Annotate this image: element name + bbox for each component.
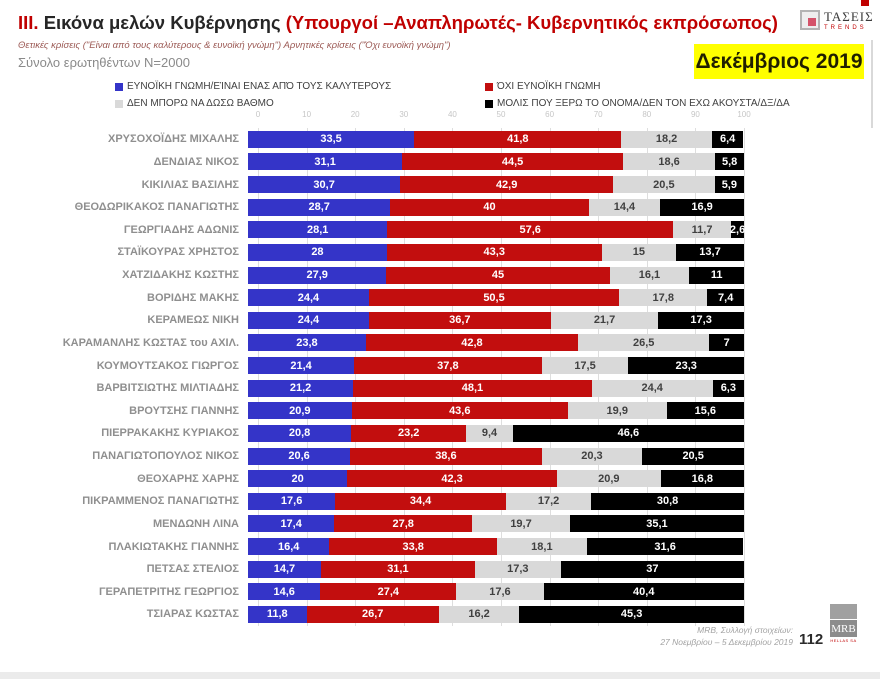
page-number: 112 — [799, 631, 824, 648]
value-label: 16,9 — [691, 201, 713, 214]
value-label: 33,5 — [320, 133, 342, 146]
bar-group — [248, 493, 744, 510]
value-label: 26,5 — [632, 336, 655, 349]
axis-tick-label: 80 — [642, 110, 652, 119]
bar-segment-series-2 — [369, 312, 551, 329]
category-label: ΠΙΕΡΡΑΚΑΚΗΣ ΚΥΡΙΑΚΟΣ — [101, 427, 239, 440]
bar-segment-series-3 — [568, 402, 667, 419]
bar-segment-series-2 — [414, 131, 621, 148]
taseis-logo-icon — [800, 10, 820, 30]
value-label: 30,7 — [313, 178, 335, 191]
bar-segment-series-2 — [402, 153, 623, 170]
value-label: 31,6 — [654, 540, 676, 553]
value-label: 28 — [311, 246, 324, 259]
value-label: 17,4 — [280, 517, 302, 530]
bar-segment-series-3 — [472, 515, 570, 532]
sample-size-note: Σύνολο ερωτηθέντων Ν=2000 — [18, 55, 190, 70]
bar-segment-series-3 — [610, 267, 690, 284]
bar-segment-series-4 — [570, 515, 744, 532]
source-line-2: 27 Νοεμβρίου – 5 Δεκεμβρίου 2019 — [660, 637, 793, 648]
bar-segment-series-2 — [335, 493, 506, 510]
axis-tick-label: 20 — [350, 110, 360, 119]
stacked-bar-chart — [0, 128, 744, 626]
bar-group — [248, 425, 744, 442]
bar-segment-series-2 — [350, 448, 541, 465]
value-label: 35,1 — [646, 517, 668, 530]
bar-segment-series-1 — [248, 267, 386, 284]
chart-row — [0, 377, 744, 400]
value-label: 20,6 — [288, 450, 310, 463]
title-main: Εικόνα μελών Κυβέρνησης — [38, 12, 286, 33]
chart-row — [0, 128, 744, 151]
bar-segment-series-3 — [602, 244, 676, 261]
value-label: 20,8 — [288, 427, 311, 440]
bar-segment-series-2 — [369, 289, 619, 306]
value-label: 19,7 — [510, 517, 532, 530]
value-label: 42,9 — [495, 178, 518, 191]
bar-segment-series-3 — [557, 470, 661, 487]
value-label: 27,8 — [392, 517, 414, 530]
value-label: 14,7 — [273, 563, 296, 576]
chart-row — [0, 422, 744, 445]
legend-label: ΜΟΛΙΣ ΠΟΥ ΞΕΡΩ ΤΟ ΟΝΟΜΑ/ΔΕΝ ΤΟΝ ΕΧΩ ΑΚΟΥΣΤΑ/ΔΞ/ΔΑ — [497, 98, 790, 109]
value-label: 6,4 — [719, 133, 736, 146]
value-label: 17,6 — [489, 585, 511, 598]
category-label: ΣΤΑΪΚΟΥΡΑΣ ΧΡΗΣΤΟΣ — [117, 246, 239, 259]
bar-segment-series-2 — [347, 470, 557, 487]
chart-row — [0, 535, 744, 558]
value-label: 6,3 — [720, 382, 736, 395]
bar-segment-series-2 — [329, 538, 497, 555]
bar-segment-series-1 — [248, 380, 353, 397]
bar-segment-series-3 — [551, 312, 659, 329]
value-label: 27,4 — [377, 585, 400, 598]
x-axis-ticks — [255, 110, 751, 120]
source-line-1: MRB, Συλλογή στοιχείων: — [697, 625, 793, 635]
bar-segment-series-3 — [497, 538, 587, 555]
category-label: ΘΕΟΧΑΡΗΣ ΧΑΡΗΣ — [137, 472, 239, 485]
chart-row — [0, 151, 744, 174]
value-label: 20,5 — [682, 450, 704, 463]
bar-segment-series-2 — [353, 380, 592, 397]
value-label: 17,6 — [280, 495, 303, 508]
bar-segment-series-3 — [621, 131, 711, 148]
mrb-logo — [830, 604, 857, 643]
value-label: 27,9 — [306, 269, 328, 282]
bar-segment-series-3 — [542, 448, 643, 465]
value-label: 24,4 — [297, 291, 320, 304]
chart-row — [0, 241, 744, 264]
bar-segment-series-1 — [248, 493, 335, 510]
value-label: 18,1 — [531, 540, 553, 553]
legend-item — [115, 81, 391, 92]
value-label: 44,5 — [501, 155, 524, 168]
bar-group — [248, 538, 744, 555]
value-label: 16,2 — [468, 608, 490, 621]
value-label: 21,4 — [290, 359, 312, 372]
bar-segment-series-2 — [334, 515, 472, 532]
bar-segment-series-1 — [248, 312, 369, 329]
bar-segment-series-4 — [689, 267, 744, 284]
bar-segment-series-4 — [661, 470, 744, 487]
value-label: 31,1 — [387, 563, 409, 576]
axis-tick-label: 60 — [545, 110, 555, 119]
date-badge: Δεκέμβριος 2019 — [694, 44, 864, 79]
value-label: 26,7 — [362, 608, 384, 621]
value-label: 16,1 — [638, 269, 661, 282]
bar-segment-series-2 — [351, 425, 466, 442]
category-label: ΔΕΝΔΙΑΣ ΝΙΚΟΣ — [153, 155, 239, 168]
value-label: 48,1 — [461, 382, 484, 395]
value-label: 28,7 — [308, 201, 330, 214]
bar-segment-series-1 — [248, 289, 369, 306]
value-label: 31,1 — [314, 155, 336, 168]
bar-group — [248, 583, 744, 600]
category-label: ΜΕΝΔΩΝΗ ΛΙΝΑ — [153, 517, 239, 530]
chart-row — [0, 219, 744, 242]
legend-swatch-icon — [115, 100, 123, 108]
value-label: 40 — [483, 201, 496, 214]
mrb-logo-subtext: HELLAS SA — [830, 638, 857, 643]
value-label: 23,3 — [675, 359, 697, 372]
category-label: ΚΕΡΑΜΕΩΣ ΝΙΚΗ — [147, 314, 239, 327]
bar-segment-series-4 — [513, 425, 744, 442]
category-label: ΠΑΝΑΓΙΩΤΟΠΟΥΛΟΣ ΝΙΚΟΣ — [92, 450, 239, 463]
bar-segment-series-3 — [439, 606, 519, 623]
bottom-strip — [0, 672, 880, 679]
bar-segment-series-3 — [475, 561, 561, 578]
bar-segment-series-3 — [578, 334, 709, 351]
value-label: 11,7 — [691, 223, 713, 236]
value-label: 30,8 — [656, 495, 679, 508]
bar-group — [248, 470, 744, 487]
value-label: 20,3 — [581, 450, 603, 463]
axis-tick-label: 0 — [255, 110, 261, 119]
bar-segment-series-2 — [352, 402, 568, 419]
category-label: ΒΟΡΙΔΗΣ ΜΑΚΗΣ — [147, 291, 239, 304]
axis-tick-label: 100 — [737, 110, 751, 119]
bar-group — [248, 402, 744, 419]
chart-row — [0, 581, 744, 604]
value-label: 20,5 — [653, 178, 675, 191]
bar-segment-series-2 — [321, 561, 475, 578]
bar-segment-series-2 — [400, 176, 613, 193]
value-label: 7 — [723, 336, 730, 349]
category-label: ΤΣΙΑΡΑΣ ΚΩΣΤΑΣ — [146, 608, 239, 621]
category-label: ΓΕΡΑΠΕΤΡΙΤΗΣ ΓΕΩΡΓΙΟΣ — [98, 585, 239, 598]
value-label: 37 — [646, 563, 659, 576]
value-label: 45 — [491, 269, 505, 282]
bar-segment-series-3 — [542, 357, 629, 374]
value-label: 36,7 — [449, 314, 471, 327]
value-label: 57,6 — [519, 223, 541, 236]
value-label: 43,3 — [483, 246, 505, 259]
bar-segment-series-1 — [248, 470, 347, 487]
bar-segment-series-1 — [248, 357, 354, 374]
value-label: 17,3 — [690, 314, 712, 327]
axis-tick-label: 40 — [447, 110, 457, 119]
value-label: 46,6 — [617, 427, 640, 440]
bar-segment-series-4 — [667, 402, 744, 419]
bar-segment-series-1 — [248, 561, 321, 578]
chart-row — [0, 309, 744, 332]
legend-label: ΔΕΝ ΜΠΟΡΩ ΝΑ ΔΩΣΩ ΒΑΘΜΟ — [127, 98, 274, 109]
value-label: 24,4 — [297, 314, 320, 327]
legend-swatch-icon — [485, 83, 493, 91]
category-label: ΧΑΤΖΙΔΑΚΗΣ ΚΩΣΤΗΣ — [122, 269, 239, 282]
axis-tick-label: 30 — [399, 110, 409, 119]
bar-segment-series-3 — [623, 153, 715, 170]
category-label: ΚΟΥΜΟΥΤΣΑΚΟΣ ΓΙΩΡΓΟΣ — [96, 359, 239, 372]
bar-segment-series-1 — [248, 606, 307, 623]
bar-segment-series-1 — [248, 583, 320, 600]
chart-row — [0, 286, 744, 309]
bar-segment-series-3 — [506, 493, 591, 510]
subtitle: Θετικές κρίσεις ("Είναι από τους καλύτερους & ευνοϊκή γνώμη") Αρνητικές κρίσεις ("Όχι ευνοϊκή γνώμη") — [18, 40, 451, 51]
value-label: 19,9 — [606, 404, 628, 417]
bar-group — [248, 244, 744, 261]
chart-row — [0, 513, 744, 536]
legend-label: ΌΧΙ ΕΥΝΟΪΚΗ ΓΝΩΜΗ — [497, 81, 601, 92]
value-label: 34,4 — [409, 495, 432, 508]
value-label: 15,6 — [694, 404, 716, 417]
value-label: 17,3 — [507, 563, 529, 576]
legend-item — [485, 81, 601, 92]
bar-group — [248, 334, 744, 351]
bar-segment-series-4 — [712, 131, 744, 148]
bar-segment-series-4 — [587, 538, 744, 555]
bar-segment-series-4 — [519, 606, 744, 623]
bar-segment-series-4 — [658, 312, 744, 329]
value-label: 33,8 — [402, 540, 424, 553]
category-label: ΠΛΑΚΙΩΤΑΚΗΣ ΓΙΑΝΝΗΣ — [108, 540, 239, 553]
bar-segment-series-1 — [248, 131, 414, 148]
bar-segment-series-2 — [354, 357, 541, 374]
bar-group — [248, 606, 744, 623]
chart-row — [0, 603, 744, 626]
bar-segment-series-3 — [456, 583, 543, 600]
bar-segment-series-1 — [248, 176, 400, 193]
bar-segment-series-1 — [248, 221, 387, 238]
value-label: 24,4 — [641, 382, 663, 395]
value-label: 9,4 — [481, 427, 498, 440]
chart-row — [0, 354, 744, 377]
value-label: 37,8 — [437, 359, 459, 372]
bar-segment-series-4 — [628, 357, 744, 374]
title-number: III. — [18, 12, 39, 33]
category-label: ΒΑΡΒΙΤΣΙΩΤΗΣ ΜΙΛΤΙΑΔΗΣ — [96, 382, 239, 395]
value-label: 20,9 — [289, 404, 311, 417]
value-label: 20,9 — [598, 472, 620, 485]
bar-segment-series-4 — [715, 176, 744, 193]
value-label: 23,8 — [296, 336, 318, 349]
value-label: 17,5 — [574, 359, 596, 372]
bar-segment-series-2 — [307, 606, 439, 623]
value-label: 28,1 — [306, 223, 329, 236]
bar-segment-series-4 — [544, 583, 744, 600]
value-label: 18,6 — [658, 155, 680, 168]
title-parenthetical: (Υπουργοί –Αναπληρωτές- Κυβερνητικός εκπρόσωπος) — [285, 12, 778, 33]
bar-segment-series-4 — [707, 289, 744, 306]
value-label: 23,2 — [397, 427, 420, 440]
category-label: ΓΕΩΡΓΙΑΔΗΣ ΑΔΩΝΙΣ — [123, 223, 239, 236]
legend-item — [485, 98, 790, 109]
bar-group — [248, 515, 744, 532]
chart-row — [0, 196, 744, 219]
bar-segment-series-2 — [320, 583, 456, 600]
bar-group — [248, 312, 744, 329]
chart-row — [0, 558, 744, 581]
bar-segment-series-3 — [592, 380, 713, 397]
bar-group — [248, 289, 744, 306]
value-label: 43,6 — [449, 404, 471, 417]
value-label: 45,3 — [620, 608, 643, 621]
bar-segment-series-1 — [248, 425, 351, 442]
category-label: ΠΙΚΡΑΜΜΕΝΟΣ ΠΑΝΑΓΙΩΤΗΣ — [82, 495, 239, 508]
axis-tick-label: 50 — [496, 110, 506, 119]
bar-segment-series-3 — [466, 425, 513, 442]
category-label: ΧΡΥΣΟΧΟΪΔΗΣ ΜΙΧΑΛΗΣ — [107, 133, 239, 146]
taseis-logo-text: ΤΑΣΕΙΣ — [824, 9, 874, 24]
bar-segment-series-4 — [676, 244, 744, 261]
value-label: 11,8 — [266, 608, 288, 621]
bar-segment-series-4 — [660, 199, 744, 216]
bar-segment-series-4 — [642, 448, 744, 465]
bar-segment-series-1 — [248, 448, 350, 465]
value-label: 16,4 — [277, 540, 300, 553]
value-label: 11 — [710, 269, 723, 282]
value-label: 17,8 — [652, 291, 674, 304]
bar-segment-series-4 — [715, 153, 744, 170]
chart-row — [0, 332, 744, 355]
category-label: ΒΡΟΥΤΣΗΣ ΓΙΑΝΝΗΣ — [129, 404, 239, 417]
legend-swatch-icon — [115, 83, 123, 91]
category-label: ΘΕΟΔΩΡΙΚΑΚΟΣ ΠΑΝΑΓΙΩΤΗΣ — [74, 201, 239, 214]
value-label: 41,8 — [507, 133, 529, 146]
value-label: 18,2 — [655, 133, 678, 146]
mrb-logo-text: MRB — [830, 620, 857, 637]
legend-swatch-icon — [485, 100, 493, 108]
value-label: 38,6 — [435, 450, 457, 463]
axis-tick-label: 10 — [302, 110, 312, 119]
bar-group — [248, 357, 744, 374]
bar-segment-series-3 — [673, 221, 731, 238]
source-note — [660, 624, 793, 649]
bar-group — [248, 131, 744, 148]
bar-segment-series-4 — [591, 493, 744, 510]
bar-group — [248, 448, 744, 465]
slide-corner-mark — [861, 0, 869, 6]
legend-label: ΕΥΝΟΪΚΗ ΓΝΩΜΗ/ΕΊΝΑΙ ΕΝΑΣ ΑΠΌ ΤΟΥΣ ΚΑΛΥΤΕΡΟΥΣ — [127, 81, 392, 92]
bar-group — [248, 267, 744, 284]
value-label: 40,4 — [633, 585, 655, 598]
value-label: 42,3 — [441, 472, 463, 485]
bar-group — [248, 199, 744, 216]
value-label: 13,7 — [699, 246, 721, 259]
bar-segment-series-1 — [248, 244, 387, 261]
page-title — [18, 12, 778, 34]
chart-row — [0, 173, 744, 196]
chart-row — [0, 467, 744, 490]
bar-segment-series-2 — [390, 199, 588, 216]
trends-logo-subtext: TRENDS — [824, 25, 867, 31]
value-label: 2,6 — [729, 223, 746, 236]
value-label: 20 — [291, 472, 304, 485]
bar-segment-series-2 — [387, 221, 673, 238]
chart-row — [0, 264, 744, 287]
value-label: 17,2 — [537, 495, 560, 508]
taseis-trends-logo — [800, 10, 874, 31]
category-label: ΚΙΚΙΛΙΑΣ ΒΑΣΙΛΗΣ — [141, 178, 239, 191]
bar-segment-series-1 — [248, 538, 329, 555]
chart-row — [0, 490, 744, 513]
value-label: 14,6 — [273, 585, 295, 598]
bar-segment-series-3 — [589, 199, 660, 216]
bar-segment-series-1 — [248, 515, 334, 532]
value-label: 21,7 — [593, 314, 616, 327]
value-label: 50,5 — [483, 291, 505, 304]
value-label: 14,4 — [613, 201, 636, 214]
chart-row — [0, 400, 744, 423]
value-label: 16,8 — [691, 472, 713, 485]
bar-segment-series-4 — [561, 561, 744, 578]
bar-segment-series-2 — [386, 267, 609, 284]
bar-group — [248, 221, 744, 238]
bar-segment-series-3 — [613, 176, 715, 193]
bar-segment-series-1 — [248, 199, 390, 216]
axis-tick-label: 70 — [593, 110, 603, 119]
bar-segment-series-1 — [248, 334, 366, 351]
gridline — [744, 128, 745, 626]
mrb-logo-band — [830, 604, 857, 619]
bar-segment-series-1 — [248, 153, 402, 170]
bar-group — [248, 380, 744, 397]
bar-group — [248, 153, 744, 170]
bar-segment-series-2 — [366, 334, 578, 351]
value-label: 42,8 — [461, 336, 483, 349]
value-label: 21,2 — [289, 382, 312, 395]
bar-group — [248, 176, 744, 193]
bar-segment-series-4 — [731, 221, 744, 238]
bar-segment-series-4 — [709, 334, 744, 351]
value-label: 5,8 — [721, 155, 738, 168]
category-label: ΚΑΡΑΜΑΝΛΗΣ ΚΩΣΤΑΣ του ΑΧΙΛ. — [62, 336, 239, 349]
value-label: 5,9 — [721, 178, 737, 191]
axis-tick-label: 90 — [690, 110, 700, 119]
category-label: ΠΕΤΣΑΣ ΣΤΕΛΙΟΣ — [146, 563, 239, 576]
legend-item — [115, 98, 274, 109]
right-edge-divider — [871, 40, 873, 128]
bar-segment-series-3 — [619, 289, 707, 306]
bar-segment-series-2 — [387, 244, 602, 261]
bar-group — [248, 561, 744, 578]
bar-segment-series-1 — [248, 402, 352, 419]
bar-segment-series-4 — [713, 380, 744, 397]
value-label: 7,4 — [718, 291, 734, 304]
value-label: 15 — [632, 246, 645, 259]
chart-row — [0, 445, 744, 468]
